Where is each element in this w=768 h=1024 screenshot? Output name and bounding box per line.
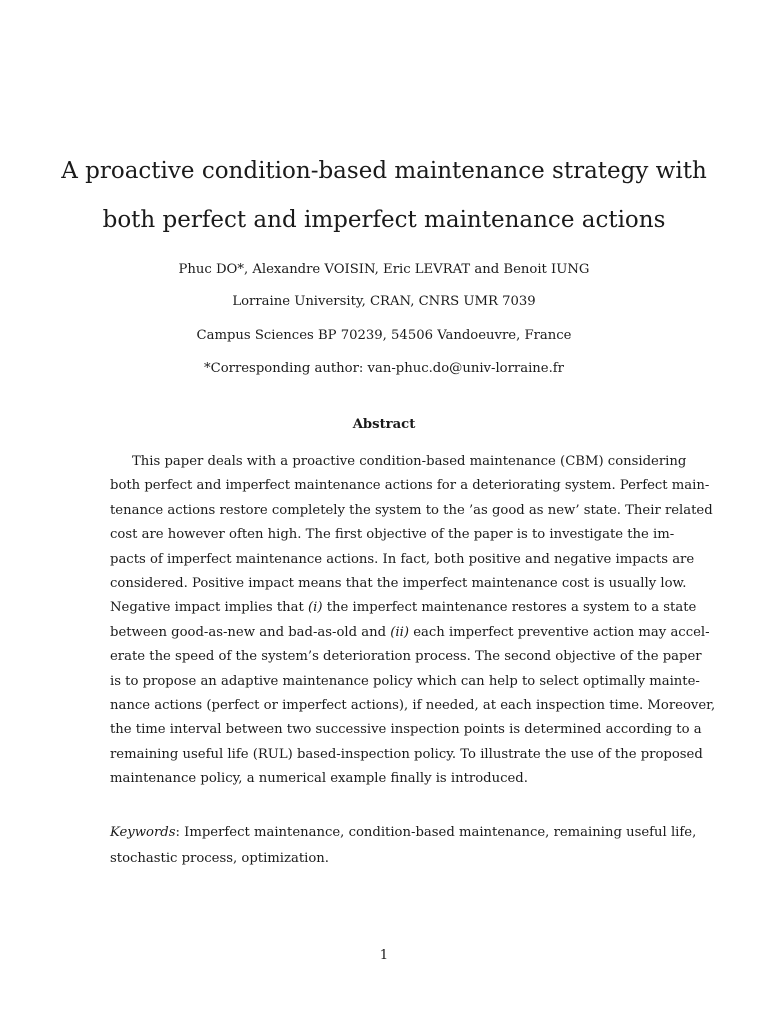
abstract-line: maintenance policy, a numerical example finally is introduced. <box>110 771 528 787</box>
title-line: both perfect and imperfect maintenance actions <box>102 207 666 233</box>
abstract-heading: Abstract <box>352 417 416 432</box>
abstract-line: the time interval between two successive inspection points is determined according to a <box>110 722 702 738</box>
corresponding-author: *Corresponding author: van-phuc.do@univ-lorraine.fr <box>204 361 564 376</box>
keywords-list: : Imperfect maintenance, condition-based maintenance, remaining useful life, <box>175 825 697 840</box>
abstract-line: Negative impact implies that (i) the imperfect maintenance restores a system to a state <box>110 600 697 616</box>
affiliation-address: Campus Sciences BP 70239, 54506 Vandoeuvre, France <box>196 328 572 343</box>
affiliation-institution: Lorraine University, CRAN, CNRS UMR 7039 <box>232 294 536 309</box>
keywords-block <box>110 820 697 872</box>
keywords-label: Keywords <box>110 825 176 840</box>
enumeration-marker: (ii) <box>390 624 410 640</box>
abstract-line: considered. Positive impact means that the imperfect maintenance cost is usually low. <box>110 576 687 592</box>
title-line: A proactive condition-based maintenance strategy with <box>61 158 707 184</box>
abstract-line: tenance actions restore completely the system to the ’as good as new’ state. Their related <box>110 502 713 518</box>
page-number: 1 <box>379 948 389 963</box>
keywords-line: stochastic process, optimization. <box>110 851 329 866</box>
paper-title <box>40 147 728 245</box>
abstract-line: is to propose an adaptive maintenance policy which can help to select optimally mainte- <box>110 673 700 689</box>
abstract-line: erate the speed of the system’s deterioration process. The second objective of the paper <box>110 649 702 665</box>
author-list: Phuc DO*, Alexandre VOISIN, Eric LEVRAT and Benoit IUNG <box>178 262 590 277</box>
abstract-line: This paper deals with a proactive condition-based maintenance (CBM) considering <box>132 454 687 469</box>
abstract-line: between good-as-new and bad-as-old and (ii) each imperfect preventive action may accel- <box>110 624 710 640</box>
enumeration-marker: (i) <box>308 600 323 616</box>
abstract-line: remaining useful life (RUL) based-inspection policy. To illustrate the use of the proposed <box>110 746 703 762</box>
abstract-line: nance actions (perfect or imperfect actions), if needed, at each inspection time. Moreover, <box>110 698 716 714</box>
abstract-text <box>110 450 716 792</box>
abstract-line: cost are however often high. The first objective of the paper is to investigate the im- <box>110 527 675 543</box>
keywords-line <box>110 820 697 846</box>
abstract-line: pacts of imperfect maintenance actions. In fact, both positive and negative impacts are <box>110 551 695 567</box>
abstract-line: both perfect and imperfect maintenance actions for a deteriorating system. Perfect main- <box>110 478 710 494</box>
